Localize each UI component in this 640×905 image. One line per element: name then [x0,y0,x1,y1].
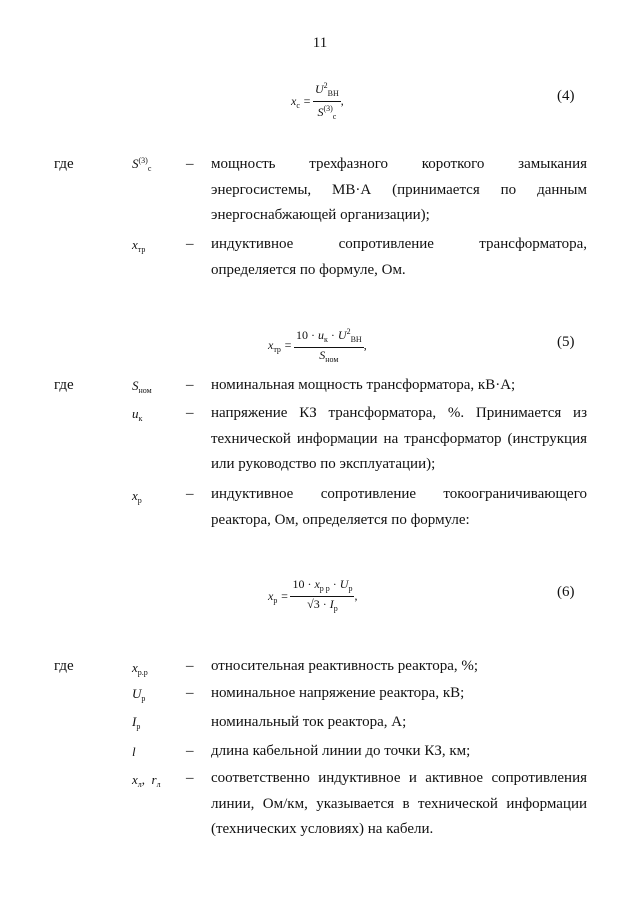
dash: – [186,405,194,421]
desc-xl-rl [211,766,587,843]
desc-line: энергосистемы, МВ·А (принимается по данным [211,181,587,198]
desc-snom: номинальная мощность трансформатора, кВ·А; [211,377,516,393]
desc-xr [211,482,587,533]
page-number: 11 [312,35,328,51]
symbol-up: $U_р$ [132,686,146,703]
desc-line: (технических условиях) на кабели. [211,821,434,837]
desc-xpp: относительная реактивность реактора, %; [211,658,479,674]
symbol-xpp: $x_{р.р}$ [132,660,148,677]
desc-line: индуктивное сопротивление трансформатора, [211,236,587,252]
dash: – [186,156,194,172]
symbol-xr: $x_р$ [132,488,142,505]
dash: – [186,770,194,786]
desc-line: или руководство по эксплуатации); [211,456,436,472]
desc-ip: номинальный ток реактора, А; [211,714,407,730]
desc-line: энергоснабжающей организации); [211,207,430,223]
symbol-l: l [132,744,136,759]
formula-5: $x_{тр}$ = $\frac{10 \cdot u_к \cdot U^2_{ВН}}{S_{ном}}$ , [268,327,367,364]
desc-sc3 [211,152,587,229]
dash: – [186,486,194,502]
symbol-snom: $S_{ном}$ [132,378,152,395]
desc-uk [211,401,587,478]
desc-line: соответственно индуктивное и активное сопротивления [211,770,587,786]
where-label: где [54,377,74,393]
symbol-ip: $I_р$ [132,714,141,731]
dash: – [186,236,194,252]
formula-6: $x_р$ = $\frac{10 \cdot x_{р р} \cdot U_р}{√3 \cdot I_р}$ , [268,577,358,613]
dash: – [186,743,194,759]
equation-number-5: (5) [557,334,575,350]
formula-4: $x_c$ = $\frac{U^2_{ВН}}{S^{(3)}_c}$ , [291,81,344,121]
desc-line: напряжение КЗ трансформатора, %. Принимается из [211,405,587,421]
dash: – [186,658,194,674]
desc-line: мощность трехфазного короткого замыкания [211,156,587,172]
dash: – [186,685,194,701]
equation-number-6: (6) [557,584,575,600]
desc-line: индуктивное сопротивление токоограничивающего [211,486,587,502]
desc-l: длина кабельной линии до точки КЗ, км; [211,743,471,759]
symbol-uk: $u_к$ [132,406,143,423]
desc-line: технической информации на трансформатор (инструкция [211,430,587,447]
symbol-xl-rl: $x_л$, $r_л$ [132,772,161,789]
desc-up: номинальное напряжение реактора, кВ; [211,685,465,701]
desc-line: определяется по формуле, Ом. [211,261,406,278]
where-label: где [54,156,74,172]
desc-xtr [211,232,587,283]
desc-line: реактора, Ом, определяется по формуле: [211,511,470,528]
desc-line: линии, Ом/км, указывается в технической информации [211,795,587,812]
symbol-sc3: $S^{(3)}_c$ [132,156,152,173]
where-label: где [54,658,74,674]
equation-number-4: (4) [557,88,575,104]
symbol-xtr: $x_{тр}$ [132,237,146,254]
dash: – [186,377,194,393]
